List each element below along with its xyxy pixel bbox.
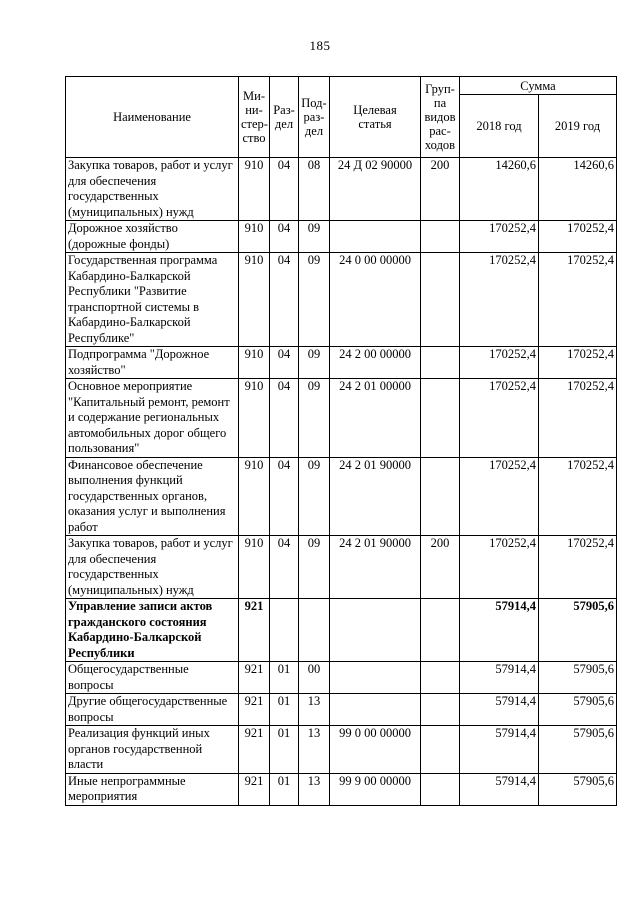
cell-ministry: 921 (239, 726, 270, 774)
col-header-section: Раз- дел (270, 77, 299, 158)
table-row (66, 536, 617, 599)
col-header-2019: 2019 год (539, 95, 617, 158)
cell-sum-2019: 14260,6 (539, 158, 617, 221)
cell-group: 200 (421, 536, 460, 599)
cell-group (421, 457, 460, 536)
budget-table (65, 76, 617, 806)
col-header-target: Целевая статья (330, 77, 421, 158)
cell-sum-2018: 57914,4 (460, 662, 539, 694)
cell-group (421, 379, 460, 458)
cell-target: 24 2 01 90000 (330, 536, 421, 599)
cell-section: 04 (270, 347, 299, 379)
col-header-ministry: Ми- ни- стер- ство (239, 77, 270, 158)
cell-subsection: 00 (299, 662, 330, 694)
cell-target (330, 694, 421, 726)
table-row (66, 662, 617, 694)
cell-subsection: 13 (299, 773, 330, 805)
cell-section: 01 (270, 694, 299, 726)
cell-section: 04 (270, 536, 299, 599)
cell-name: Иные непрограммные мероприятия (66, 773, 239, 805)
cell-ministry: 921 (239, 599, 270, 662)
cell-ministry: 910 (239, 158, 270, 221)
cell-subsection: 09 (299, 379, 330, 458)
cell-section: 04 (270, 379, 299, 458)
cell-sum-2019: 170252,4 (539, 536, 617, 599)
cell-name: Реализация функций иных органов государственной власти (66, 726, 239, 774)
col-header-2018: 2018 год (460, 95, 539, 158)
cell-sum-2019: 170252,4 (539, 457, 617, 536)
table-row (66, 347, 617, 379)
cell-name: Основное мероприятие "Капитальный ремонт, ремонт и содержание региональных автомобильных дорог общего пользования" (66, 379, 239, 458)
cell-name: Общегосударственные вопросы (66, 662, 239, 694)
cell-subsection: 09 (299, 253, 330, 347)
cell-group (421, 253, 460, 347)
cell-group (421, 221, 460, 253)
cell-name: Дорожное хозяйство (дорожные фонды) (66, 221, 239, 253)
cell-section: 01 (270, 662, 299, 694)
cell-sum-2018: 57914,4 (460, 599, 539, 662)
cell-subsection: 09 (299, 221, 330, 253)
cell-target: 24 2 00 00000 (330, 347, 421, 379)
cell-target: 24 2 01 00000 (330, 379, 421, 458)
cell-ministry: 910 (239, 379, 270, 458)
cell-target: 99 0 00 00000 (330, 726, 421, 774)
cell-subsection: 09 (299, 536, 330, 599)
cell-target (330, 662, 421, 694)
table-row (66, 253, 617, 347)
cell-ministry: 910 (239, 457, 270, 536)
cell-sum-2018: 14260,6 (460, 158, 539, 221)
cell-ministry: 910 (239, 221, 270, 253)
cell-ministry: 921 (239, 662, 270, 694)
cell-name: Финансовое обеспечение выполнения функций государственных органов, оказания услуг и выполнения работ (66, 457, 239, 536)
table-row (66, 694, 617, 726)
table-row (66, 599, 617, 662)
cell-target (330, 599, 421, 662)
cell-sum-2018: 170252,4 (460, 347, 539, 379)
table-row (66, 158, 617, 221)
cell-section: 01 (270, 773, 299, 805)
cell-section: 04 (270, 221, 299, 253)
table-row (66, 773, 617, 805)
cell-target: 24 Д 02 90000 (330, 158, 421, 221)
cell-sum-2018: 170252,4 (460, 536, 539, 599)
cell-sum-2019: 170252,4 (539, 347, 617, 379)
cell-sum-2018: 57914,4 (460, 694, 539, 726)
cell-group (421, 347, 460, 379)
cell-group (421, 773, 460, 805)
cell-sum-2019: 57905,6 (539, 694, 617, 726)
cell-group (421, 662, 460, 694)
cell-sum-2018: 57914,4 (460, 773, 539, 805)
cell-name: Подпрограмма "Дорожное хозяйство" (66, 347, 239, 379)
cell-sum-2019: 170252,4 (539, 253, 617, 347)
cell-ministry: 910 (239, 536, 270, 599)
cell-subsection: 13 (299, 694, 330, 726)
cell-ministry: 921 (239, 773, 270, 805)
cell-sum-2019: 57905,6 (539, 726, 617, 774)
table-row (66, 379, 617, 458)
cell-subsection: 08 (299, 158, 330, 221)
cell-group (421, 726, 460, 774)
cell-section: 04 (270, 253, 299, 347)
cell-subsection: 09 (299, 457, 330, 536)
cell-target: 24 2 01 90000 (330, 457, 421, 536)
cell-ministry: 921 (239, 694, 270, 726)
cell-section: 01 (270, 726, 299, 774)
cell-section: 04 (270, 457, 299, 536)
cell-sum-2018: 170252,4 (460, 379, 539, 458)
cell-sum-2018: 170252,4 (460, 221, 539, 253)
cell-sum-2019: 170252,4 (539, 379, 617, 458)
table-row (66, 726, 617, 774)
col-header-subsection: Под- раз- дел (299, 77, 330, 158)
col-header-group: Груп- па видов рас- ходов (421, 77, 460, 158)
cell-subsection: 13 (299, 726, 330, 774)
cell-sum-2019: 170252,4 (539, 221, 617, 253)
cell-ministry: 910 (239, 253, 270, 347)
table-row (66, 221, 617, 253)
cell-target: 99 9 00 00000 (330, 773, 421, 805)
page-number: 185 (309, 38, 331, 53)
cell-subsection: 09 (299, 347, 330, 379)
cell-sum-2019: 57905,6 (539, 599, 617, 662)
cell-name: Закупка товаров, работ и услуг для обеспечения государственных (муниципальных) нужд (66, 158, 239, 221)
col-header-name: Наименование (66, 77, 239, 158)
cell-subsection (299, 599, 330, 662)
col-header-sum: Сумма (460, 77, 617, 95)
cell-sum-2018: 170252,4 (460, 253, 539, 347)
cell-target (330, 221, 421, 253)
cell-sum-2018: 170252,4 (460, 457, 539, 536)
cell-name: Другие общегосударственные вопросы (66, 694, 239, 726)
cell-group (421, 694, 460, 726)
cell-target: 24 0 00 00000 (330, 253, 421, 347)
cell-sum-2019: 57905,6 (539, 662, 617, 694)
cell-ministry: 910 (239, 347, 270, 379)
cell-name: Управление записи актов гражданского состояния Кабардино-Балкарской Республики (66, 599, 239, 662)
table-row (66, 457, 617, 536)
cell-name: Закупка товаров, работ и услуг для обеспечения государственных (муниципальных) нужд (66, 536, 239, 599)
cell-sum-2019: 57905,6 (539, 773, 617, 805)
cell-sum-2018: 57914,4 (460, 726, 539, 774)
cell-group: 200 (421, 158, 460, 221)
cell-name: Государственная программа Кабардино-Балкарской Республики "Развитие транспортной системы в Кабардино-Балкарской Республике" (66, 253, 239, 347)
cell-section: 04 (270, 158, 299, 221)
cell-group (421, 599, 460, 662)
cell-section (270, 599, 299, 662)
